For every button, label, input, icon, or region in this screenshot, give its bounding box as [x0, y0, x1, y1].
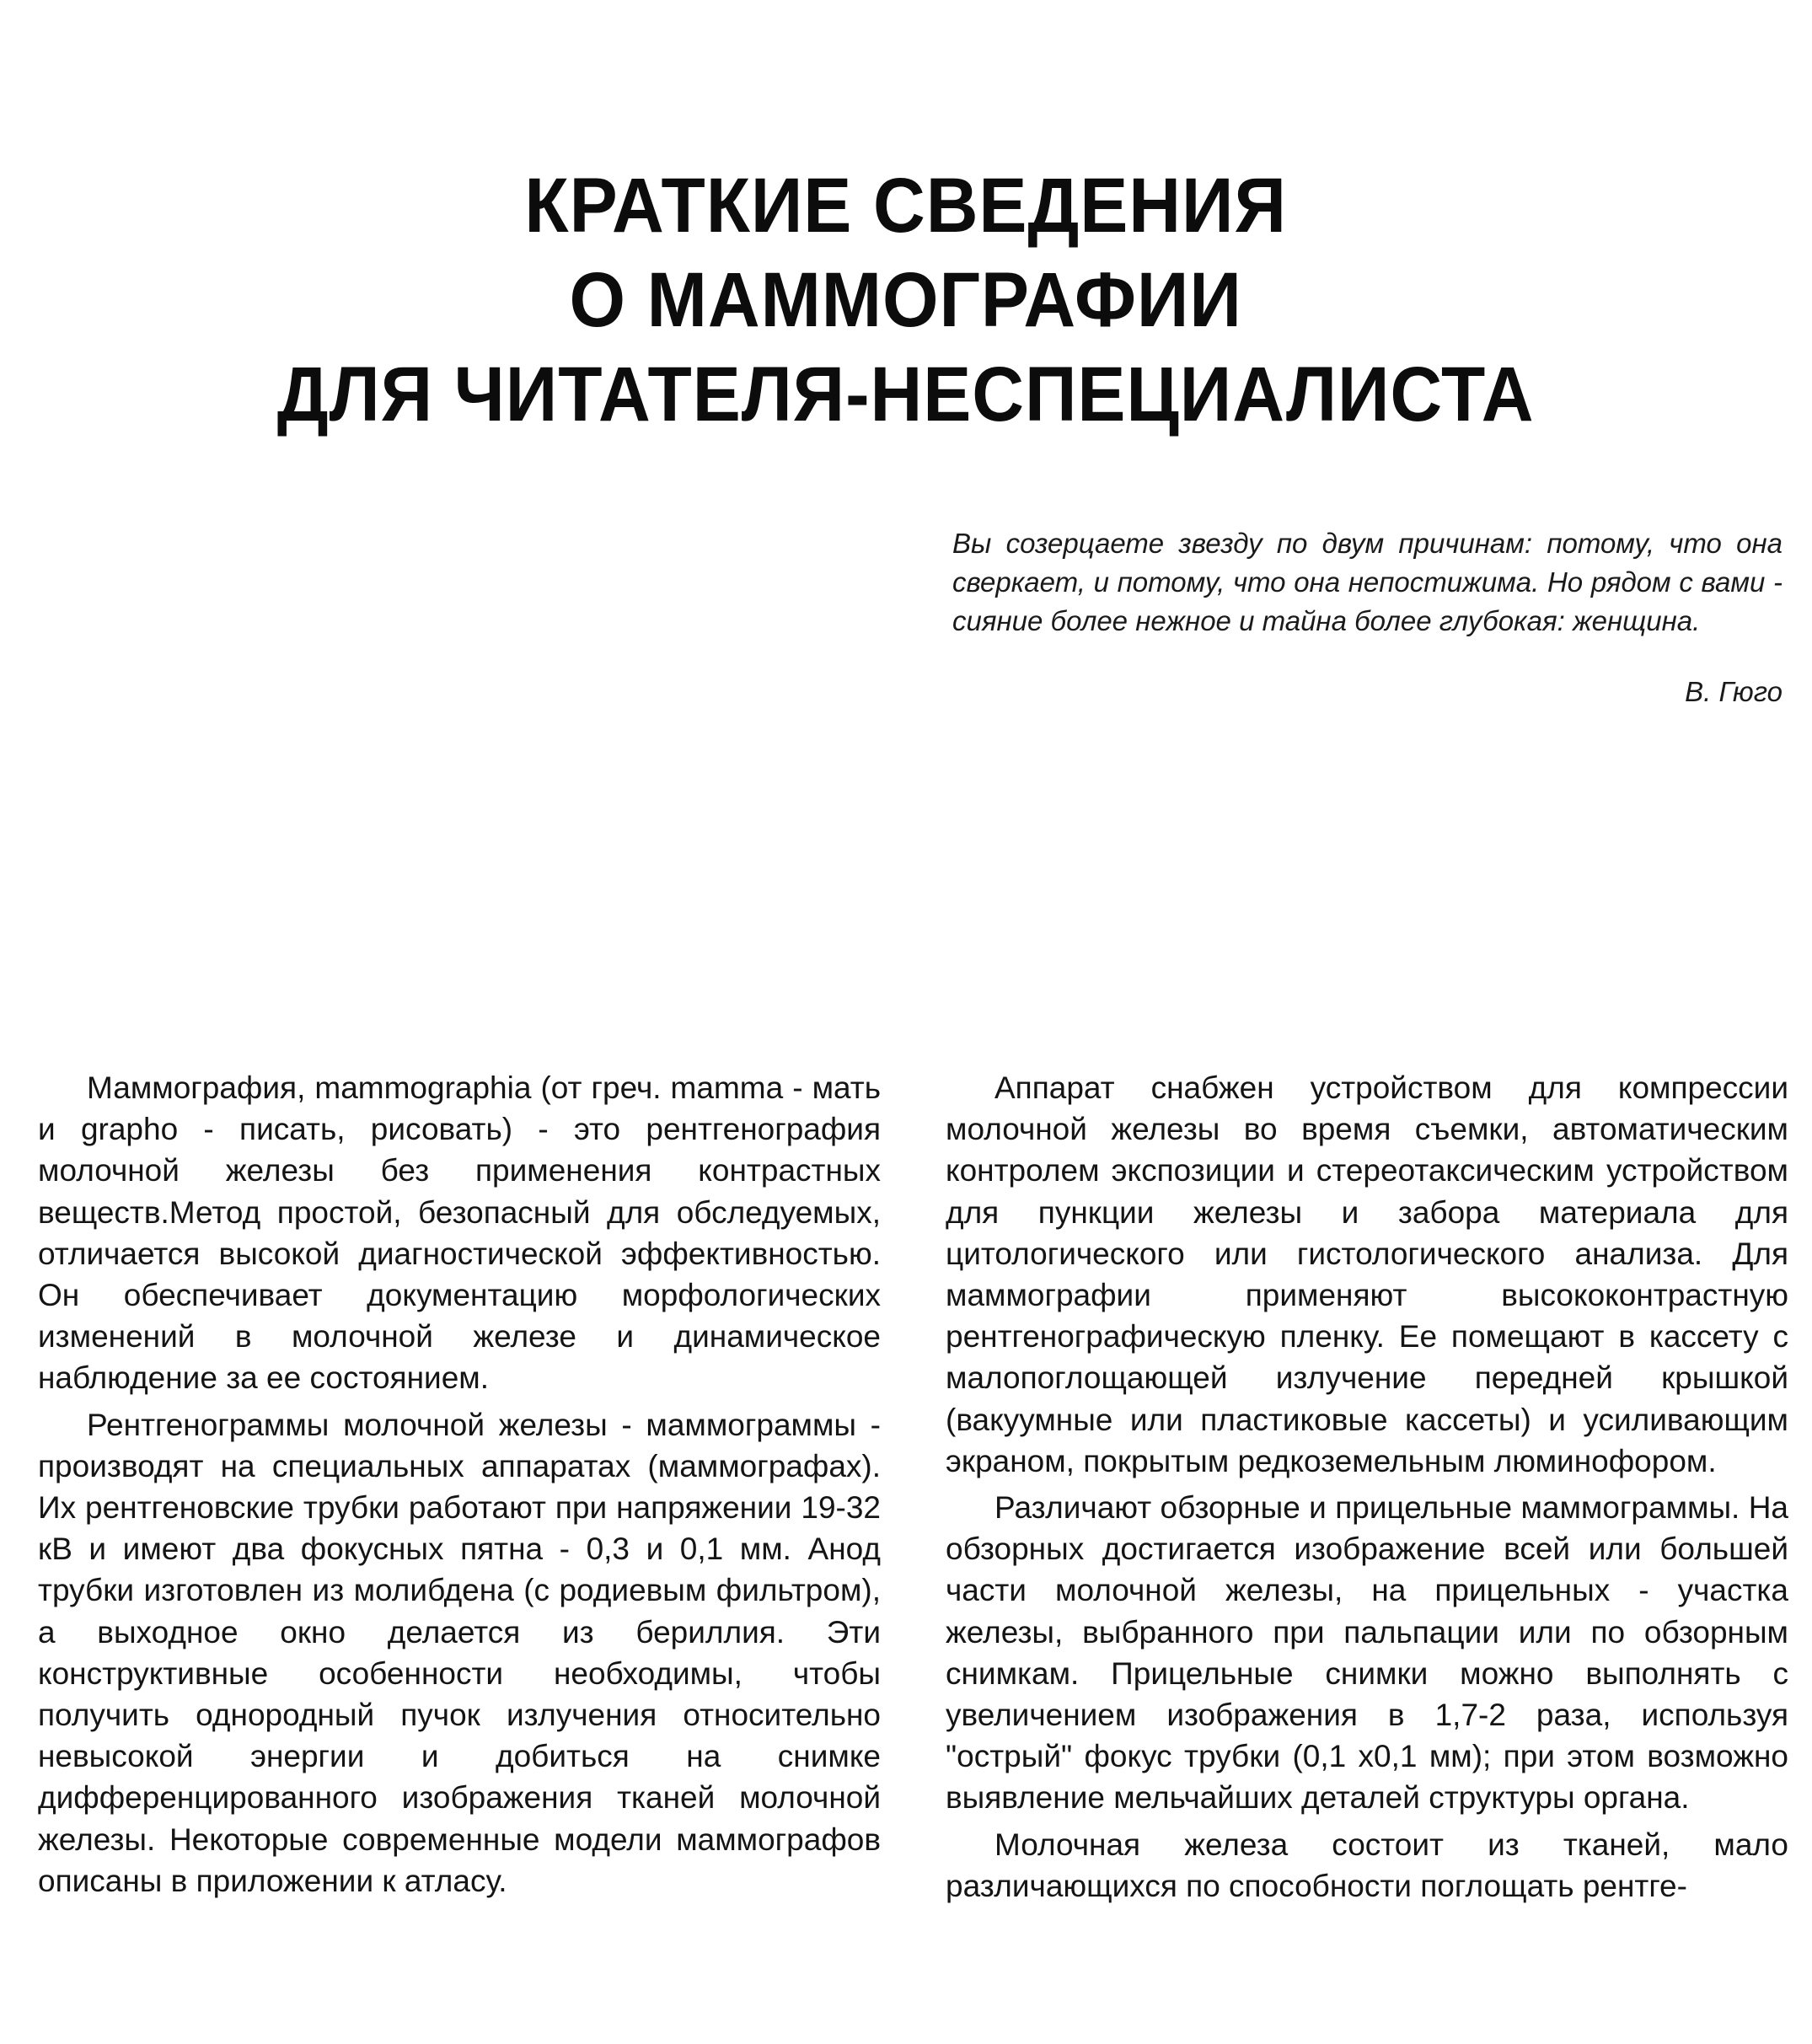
- paragraph: Маммография, mammographia (от греч. mamma - мать и grapho - писать, рисовать) - это рентгенография молочной железы без применения контрастных веществ.Метод простой, безопасный для обследуемых, отличается высокой диагностической эффективностью. Он обеспечивает документацию морфологических изменений в молочной железе и динамическое наблюдение за ее состоянием.: [38, 1070, 881, 1396]
- title-line-2: О МАММОГРАФИИ: [569, 257, 1242, 343]
- paragraph: Молочная железа состоит из тканей, мало различающихся по способности поглощать рентге-: [946, 1827, 1788, 1903]
- right-column: [946, 1067, 1788, 1907]
- title-line-1: КРАТКИЕ СВЕДЕНИЯ: [524, 163, 1287, 249]
- title-line-3: ДЛЯ ЧИТАТЕЛЯ-НЕСПЕЦИАЛИСТА: [276, 351, 1535, 437]
- paragraph: Аппарат снабжен устройством для компрессии молочной железы во время съемки, автоматическим контролем экспозиции и стереотаксическим устройством для пункции железы и забора материала для цитологического или гистологического анализа. Для маммографии применяют высококонтрастную рентгенографическую пленку. Ее помещают в кассету с малопоглощающей излучение передней крышкой (вакуумные или пластиковые кассеты) и усиливающим экраном, покрытым редкоземельным люминофором.: [946, 1070, 1788, 1478]
- epigraph-quote: Вы созерцаете звезду по двум причинам: потому, что она сверкает, и потому, что она непостижима. Но рядом с вами - сияние более нежное и тайна более глубокая: женщина.: [952, 528, 1783, 636]
- page-title: [63, 158, 1749, 442]
- epigraph-author: В. Гюго: [1685, 676, 1783, 707]
- paragraph: Рентгенограммы молочной железы - маммограммы - производят на специальных аппаратах (маммографах). Их рентгеновские трубки работают при напряжении 19-32 кВ и имеют два фокусных пятна - 0,3 и 0,1 мм. Анод трубки изготовлен из молибдена (с родиевым фильтром), а выходное окно делается из бериллия. Эти конструктивные особенности необходимы, чтобы получить однородный пучок излучения относительно невысокой энергии и добиться на снимке дифференцированного изображения тканей молочной железы. Некоторые современные модели маммографов описаны в приложении к атласу.: [38, 1407, 881, 1898]
- paragraph: Различают обзорные и прицельные маммограммы. На обзорных достигается изображение всей или большей части молочной железы, на прицельных - участка железы, выбранного при пальпации или по обзорным снимкам. Прицельные снимки можно выполнять с увеличением изображения в 1,7-2 раза, используя "острый" фокус трубки (0,1 х0,1 мм); при этом возможно выявление мельчайших деталей структуры органа.: [946, 1490, 1788, 1816]
- epigraph: [952, 524, 1783, 711]
- left-column: [38, 1067, 881, 1902]
